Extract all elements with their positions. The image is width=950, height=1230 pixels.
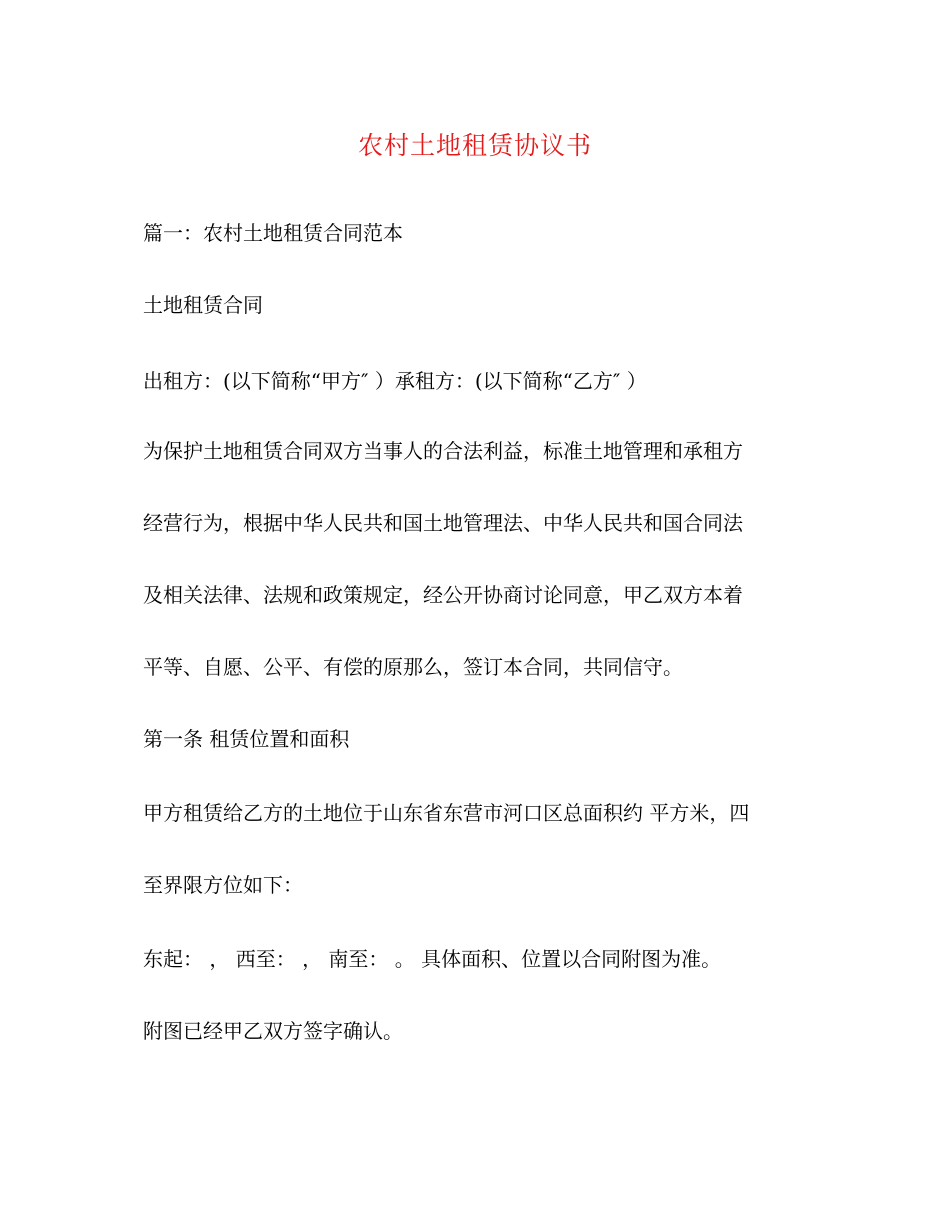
boundary-line: 东起： ， 西至： ， 南至： 。 具体面积、位置以合同附图为准。 [143, 947, 722, 971]
document-title: 农村土地租赁协议书 [357, 131, 592, 160]
contract-heading: 土地租赁合同 [143, 293, 263, 317]
article-heading: 第一条 租赁位置和面积 [143, 727, 350, 751]
parties-line: 出租方：(以下简称“甲方″ ）承租方：(以下简称“乙方″ ） [143, 369, 647, 393]
section-heading: 篇一：农村土地租赁合同范本 [143, 221, 403, 245]
body-line: 至界限方位如下： [143, 873, 303, 897]
body-line: 附图已经甲乙双方签字确认。 [143, 1019, 403, 1043]
body-line: 平等、自愿、公平、有偿的原那么，签订本合同，共同信守。 [143, 655, 683, 679]
body-line: 及相关法律、法规和政策规定，经公开协商讨论同意，甲乙双方本着 [143, 583, 743, 607]
body-line: 为保护土地租赁合同双方当事人的合法利益，标准土地管理和承租方 [143, 439, 743, 463]
body-line: 甲方租赁给乙方的土地位于山东省东营市河口区总面积约 平方米，四 [143, 801, 750, 825]
body-line: 经营行为，根据中华人民共和国土地管理法、中华人民共和国合同法 [143, 511, 743, 535]
